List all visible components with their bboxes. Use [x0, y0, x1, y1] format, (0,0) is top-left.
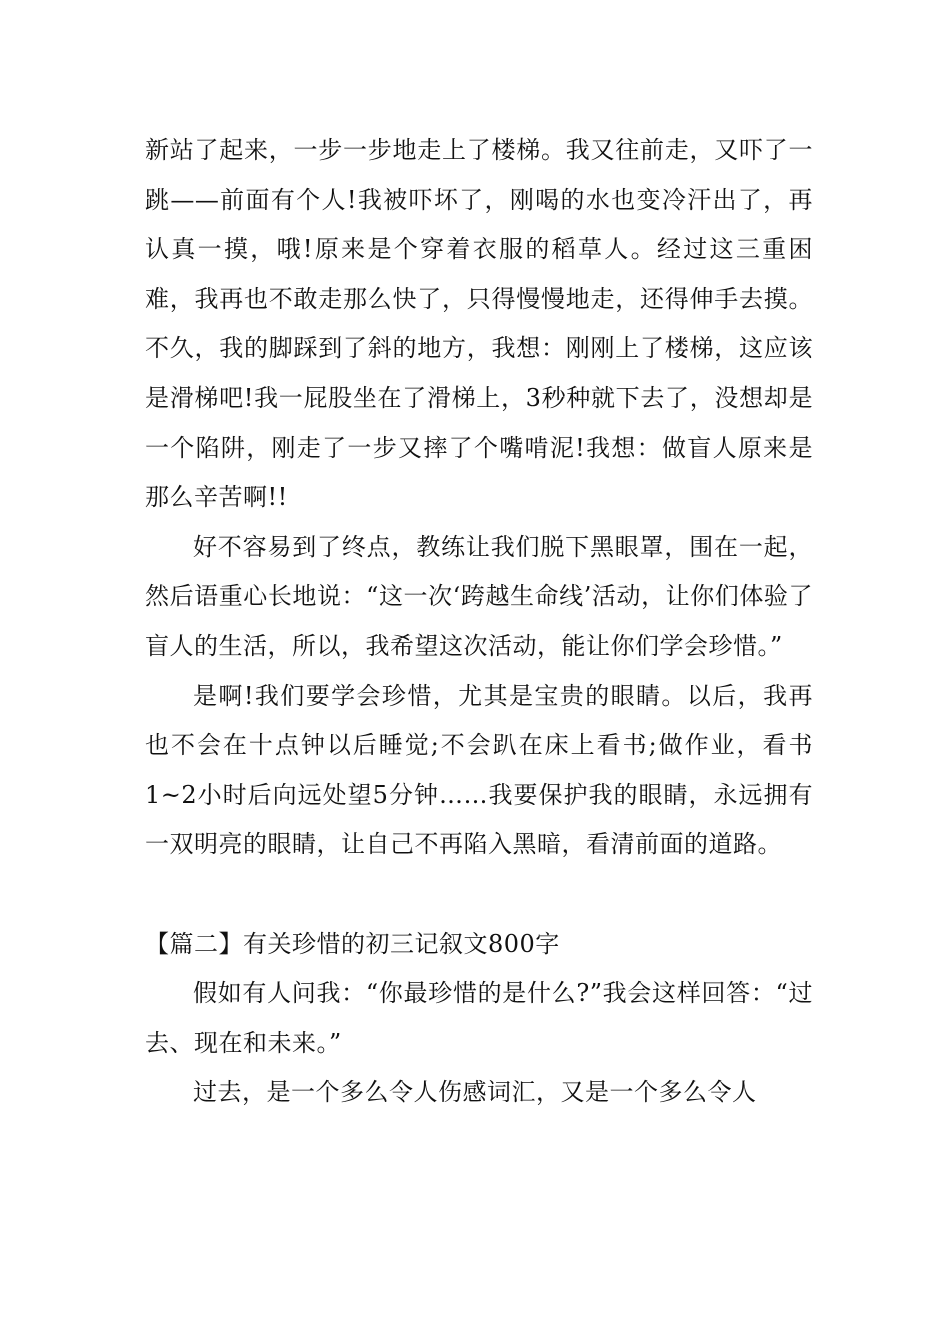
paragraph-question: 假如有人问我：“你最珍惜的是什么?”我会这样回答：“过去、现在和未来。”: [145, 979, 813, 1057]
paragraph-finish-line: 好不容易到了终点，教练让我们脱下黑眼罩，围在一起，然后语重心长地说：“这一次‘跨越生命线’活动，让你们体验了盲人的生活，所以，我希望这次活动，能让你们学会珍惜。”: [145, 532, 813, 660]
paragraph-protect-eyes: 是啊!我们要学会珍惜，尤其是宝贵的眼睛。以后，我再也不会在十点钟以后睡觉;不会趴在床上看书;做作业，看书1~2小时后向远处望5分钟……我要保护我的眼睛，永远拥有一双明亮的眼睛，让自己不再陷入黑暗，看清前面的道路。: [145, 681, 813, 859]
section-heading: 【篇二】有关珍惜的初三记叙文800字: [145, 929, 560, 958]
document-body: [145, 126, 813, 1118]
paragraph-past: 过去，是一个多么令人伤感词汇，又是一个多么令人: [193, 1078, 757, 1107]
section-gap: [145, 870, 813, 920]
paragraph-continuation: 新站了起来，一步一步地走上了楼梯。我又往前走，又吓了一跳——前面有个人!我被吓坏了，刚喝的水也变冷汗出了，再认真一摸，哦!原来是个穿着衣服的稻草人。经过这三重困难，我再也不敢走那么快了，只得慢慢地走，还得伸手去摸。不久，我的脚踩到了斜的地方，我想：刚刚上了楼梯，这应该是滑梯吧!我一屁股坐在了滑梯上，3秒种就下去了，没想却是一个陷阱，刚走了一步又摔了个嘴啃泥!我想：做盲人原来是那么辛苦啊!!: [145, 136, 813, 512]
